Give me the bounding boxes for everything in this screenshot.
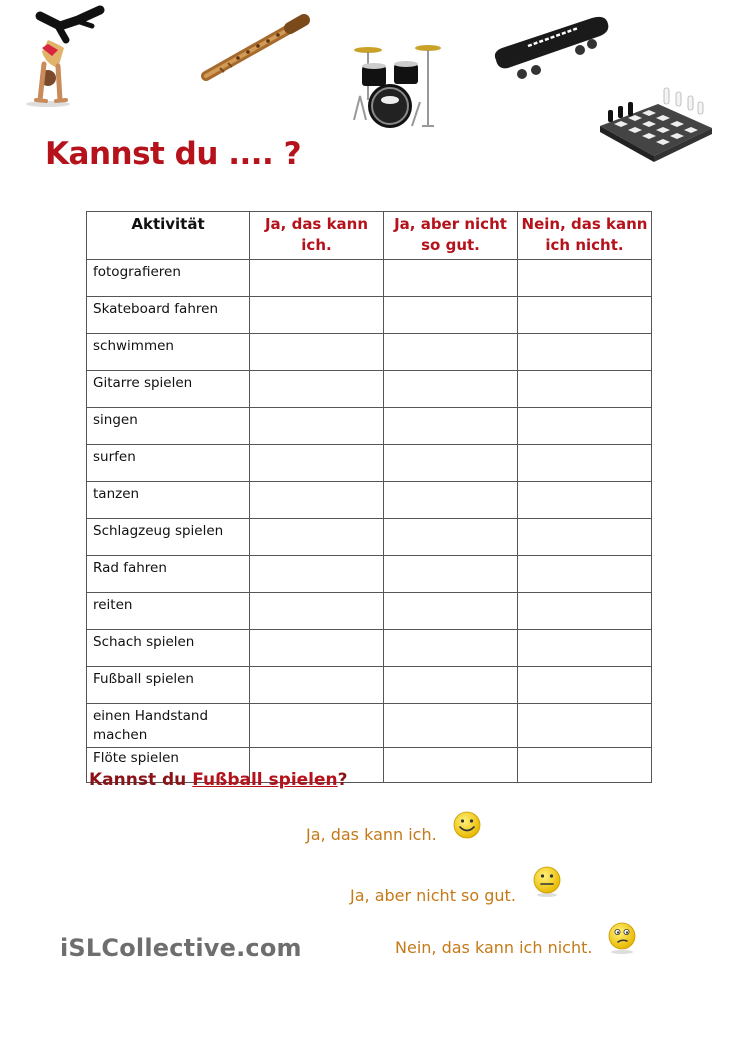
- answer-cell[interactable]: [250, 667, 384, 704]
- answer-cell[interactable]: [518, 556, 652, 593]
- table-row: [87, 297, 652, 334]
- recorder-flute-icon: [198, 14, 310, 84]
- activity-cell: Fußball spielen: [87, 667, 250, 704]
- answer-cell[interactable]: [250, 704, 384, 748]
- smiley-happy-icon: [452, 810, 482, 840]
- drum-kit-icon: [346, 40, 446, 132]
- table-header-row: [87, 212, 652, 260]
- answer-cell[interactable]: [384, 593, 518, 630]
- activity-cell: tanzen: [87, 482, 250, 519]
- answer-cell[interactable]: [384, 445, 518, 482]
- table-row: [87, 704, 652, 748]
- table-row: [87, 334, 652, 371]
- table-row: [87, 593, 652, 630]
- answer-cell[interactable]: [518, 445, 652, 482]
- question-highlight: Fußball spielen: [192, 770, 338, 790]
- chessboard-icon: [598, 84, 714, 164]
- header-yes-not-so-good: Ja, aber nicht so gut.: [384, 212, 518, 260]
- table-row: [87, 667, 652, 704]
- answer-cell[interactable]: [518, 482, 652, 519]
- answer-cell[interactable]: [250, 556, 384, 593]
- answer-no: Nein, das kann ich nicht.: [395, 938, 593, 957]
- answer-yes-not-so-good: Ja, aber nicht so gut.: [350, 886, 516, 905]
- smiley-neutral-icon: [532, 866, 562, 898]
- answer-cell[interactable]: [384, 408, 518, 445]
- answer-cell[interactable]: [384, 297, 518, 334]
- activity-table: [86, 211, 652, 783]
- activity-cell: Rad fahren: [87, 556, 250, 593]
- activity-cell: Schach spielen: [87, 630, 250, 667]
- answer-cell[interactable]: [384, 748, 518, 783]
- answer-yes: Ja, das kann ich.: [306, 825, 437, 844]
- activity-cell: reiten: [87, 593, 250, 630]
- activity-cell: Gitarre spielen: [87, 371, 250, 408]
- question-suffix: ?: [337, 770, 348, 790]
- answer-cell[interactable]: [518, 371, 652, 408]
- answer-cell[interactable]: [518, 748, 652, 783]
- answer-cell[interactable]: [384, 334, 518, 371]
- answer-cell[interactable]: [384, 704, 518, 748]
- answer-cell[interactable]: [250, 630, 384, 667]
- answer-cell[interactable]: [384, 667, 518, 704]
- answer-cell[interactable]: [250, 371, 384, 408]
- answer-cell[interactable]: [518, 260, 652, 297]
- table-row: [87, 445, 652, 482]
- answer-cell[interactable]: [518, 334, 652, 371]
- header-yes: Ja, das kann ich.: [250, 212, 384, 260]
- answer-cell[interactable]: [250, 297, 384, 334]
- answer-cell[interactable]: [518, 630, 652, 667]
- table-row: [87, 371, 652, 408]
- question-prefix: Kannst du: [89, 770, 193, 790]
- table-row: [87, 556, 652, 593]
- answer-cell[interactable]: [384, 556, 518, 593]
- answer-cell[interactable]: [250, 593, 384, 630]
- answer-cell[interactable]: [518, 667, 652, 704]
- answer-cell[interactable]: [384, 260, 518, 297]
- answer-cell[interactable]: [518, 519, 652, 556]
- answer-cell[interactable]: [250, 445, 384, 482]
- answer-cell[interactable]: [518, 297, 652, 334]
- answer-cell[interactable]: [250, 334, 384, 371]
- activity-cell: singen: [87, 408, 250, 445]
- table-row: [87, 519, 652, 556]
- header-activity: Aktivität: [87, 212, 250, 260]
- smiley-sad-icon: [606, 921, 638, 955]
- answer-cell[interactable]: [250, 260, 384, 297]
- table-row: [87, 482, 652, 519]
- activity-cell: einen Handstand machen: [87, 704, 250, 748]
- answer-cell[interactable]: [384, 482, 518, 519]
- answer-cell[interactable]: [518, 704, 652, 748]
- answer-cell[interactable]: [518, 593, 652, 630]
- activity-cell: schwimmen: [87, 334, 250, 371]
- header-no: Nein, das kann ich nicht.: [518, 212, 652, 260]
- answer-cell[interactable]: [384, 519, 518, 556]
- site-logo: iSLCollective.com: [60, 934, 302, 962]
- answer-cell[interactable]: [384, 630, 518, 667]
- table-row: [87, 408, 652, 445]
- table-row: [87, 630, 652, 667]
- answer-cell[interactable]: [518, 408, 652, 445]
- table-row: [87, 260, 652, 297]
- skateboard-icon: [488, 12, 614, 84]
- activity-cell: Flöte spielen: [87, 748, 250, 783]
- answer-cell[interactable]: [384, 371, 518, 408]
- activity-cell: Skateboard fahren: [87, 297, 250, 334]
- answer-cell[interactable]: [250, 482, 384, 519]
- page-title: Kannst du .... ?: [45, 136, 302, 172]
- example-question: [89, 770, 348, 790]
- activity-cell: surfen: [87, 445, 250, 482]
- answer-cell[interactable]: [250, 519, 384, 556]
- answer-cell[interactable]: [250, 408, 384, 445]
- activity-cell: fotografieren: [87, 260, 250, 297]
- activity-cell: Schlagzeug spielen: [87, 519, 250, 556]
- handstand-icon: [18, 4, 110, 108]
